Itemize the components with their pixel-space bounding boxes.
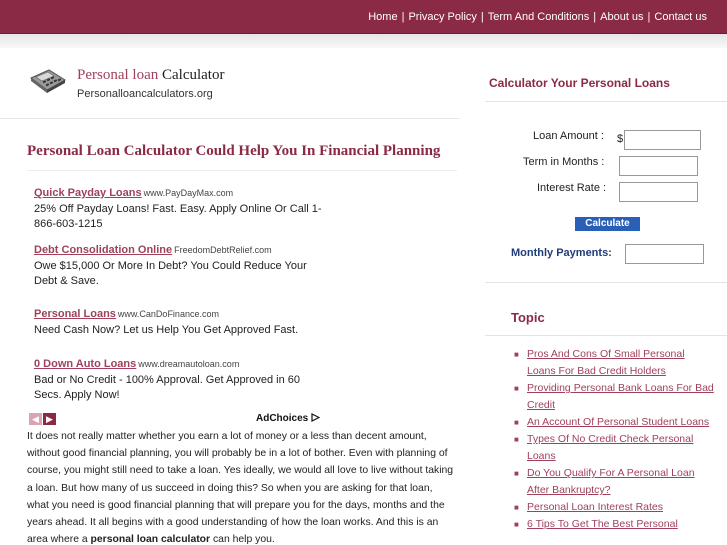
ad-item <box>34 308 324 338</box>
ad-url[interactable]: FreedomDebtRelief.com <box>174 245 272 255</box>
nav-home[interactable]: Home <box>368 11 398 23</box>
nav-separator: | <box>593 11 597 23</box>
site-title[interactable] <box>77 67 224 84</box>
ad-text: Need Cash Now? Let us Help You Get Approved Fast. <box>34 324 299 336</box>
divider <box>485 282 727 283</box>
topic-heading: Topic <box>511 310 545 325</box>
calculator-title: Calculator Your Personal Loans <box>489 76 670 90</box>
divider <box>485 335 727 336</box>
loan-amount-label: Loan Amount : <box>533 130 604 142</box>
divider <box>0 118 460 119</box>
ad-title-link[interactable]: 0 Down Auto Loans <box>34 358 137 370</box>
topic-link[interactable]: Do You Qualify For A Personal Loan After Bankruptcy? <box>527 467 695 496</box>
article-paragraph <box>27 428 457 545</box>
ad-item <box>34 244 324 289</box>
topic-link[interactable]: Pros And Cons Of Small Personal Loans For Bad Credit Holders <box>527 348 685 377</box>
term-label: Term in Months : <box>523 156 605 168</box>
adchoices-link[interactable] <box>256 413 320 424</box>
ad-url[interactable]: www.dreamautoloan.com <box>138 359 240 369</box>
topic-link[interactable]: Personal Loan Interest Rates <box>527 501 663 513</box>
divider <box>485 101 727 102</box>
topic-link[interactable]: Types Of No Credit Check Personal Loans <box>527 433 694 462</box>
nav-separator: | <box>401 11 405 23</box>
topic-list <box>514 346 714 533</box>
chevron-right-icon[interactable]: ▶ <box>43 413 56 425</box>
bullet-icon: ■ <box>514 384 519 393</box>
divider <box>27 170 457 171</box>
nav-privacy-policy[interactable]: Privacy Policy <box>408 11 477 23</box>
list-item <box>514 431 714 465</box>
ad-title-link[interactable]: Personal Loans <box>34 308 116 320</box>
bullet-icon: ■ <box>514 435 519 444</box>
ad-item <box>34 187 324 232</box>
list-item <box>514 499 714 516</box>
monthly-payments-label: Monthly Payments: <box>511 247 612 259</box>
top-nav <box>368 11 707 23</box>
header-band <box>0 34 727 48</box>
adchoices-label: AdChoices <box>256 413 309 424</box>
ad-text: Bad or No Credit - 100% Approval. Get Approved in 60 Secs. Apply Now! <box>34 374 300 401</box>
list-item <box>514 346 714 380</box>
loan-amount-input[interactable] <box>624 130 701 150</box>
interest-rate-label: Interest Rate : <box>537 182 607 194</box>
ad-item <box>34 358 324 403</box>
bullet-icon: ■ <box>514 469 519 478</box>
bullet-icon: ■ <box>514 418 519 427</box>
monthly-payments-output[interactable] <box>625 244 704 264</box>
page-title: Personal Loan Calculator Could Help You In Financial Planning <box>27 143 441 159</box>
topic-link[interactable]: 6 Tips To Get The Best Personal <box>527 518 678 530</box>
calculator-icon <box>27 66 67 94</box>
topic-link[interactable]: An Account Of Personal Student Loans <box>527 416 710 428</box>
chevron-left-icon[interactable]: ◀ <box>29 413 42 425</box>
topic-link[interactable]: Providing Personal Bank Loans For Bad Credit <box>527 382 714 411</box>
adchoices-icon <box>311 413 320 422</box>
nav-contact-us[interactable]: Contact us <box>654 11 707 23</box>
currency-symbol: $ <box>617 133 624 145</box>
nav-separator: | <box>647 11 651 23</box>
bullet-icon: ■ <box>514 520 519 529</box>
list-item <box>514 516 714 533</box>
term-input[interactable] <box>619 156 698 176</box>
bullet-icon: ■ <box>514 350 519 359</box>
paragraph-text-end: can help you. <box>210 534 275 545</box>
bullet-icon: ■ <box>514 503 519 512</box>
list-item <box>514 380 714 414</box>
list-item <box>514 465 714 499</box>
paragraph-bold: personal loan calculator <box>90 534 211 545</box>
ad-text: Owe $15,000 Or More In Debt? You Could Reduce Your Debt & Save. <box>34 260 307 287</box>
nav-separator: | <box>480 11 484 23</box>
ad-url[interactable]: www.PayDayMax.com <box>143 188 234 198</box>
ad-text: 25% Off Payday Loans! Fast. Easy. Apply Online Or Call 1-866-603-1215 <box>34 203 322 230</box>
site-title-part1: Personal loan <box>77 67 159 83</box>
site-title-part2: Calculator <box>161 67 225 83</box>
nav-terms[interactable]: Term And Conditions <box>487 11 590 23</box>
interest-rate-input[interactable] <box>619 182 698 202</box>
site-subtitle: Personalloancalculators.org <box>77 88 213 100</box>
top-bar <box>0 0 727 34</box>
calculate-button[interactable]: Calculate <box>575 217 640 231</box>
ad-title-link[interactable]: Quick Payday Loans <box>34 187 142 199</box>
paragraph-text: It does not really matter whether you earn a lot of money or a less than decent amount, without good financial planning, you will probably be in a lot of bother. Even with planning of course, you might still need to take a loan. Yes ideally, we would all love to live without taking a loan. But how many of us succeed in doing this? So when you are asking for that loan, what you need is good financial planning that will prepare you for the days, months and the years ahead. It all begins with a good understanding of how the loan works. And this is an area where a <box>27 431 454 545</box>
ad-title-link[interactable]: Debt Consolidation Online <box>34 244 173 256</box>
nav-about-us[interactable]: About us <box>600 11 644 23</box>
list-item <box>514 414 714 431</box>
ad-url[interactable]: www.CanDoFinance.com <box>117 309 219 319</box>
ad-pager <box>29 413 57 425</box>
